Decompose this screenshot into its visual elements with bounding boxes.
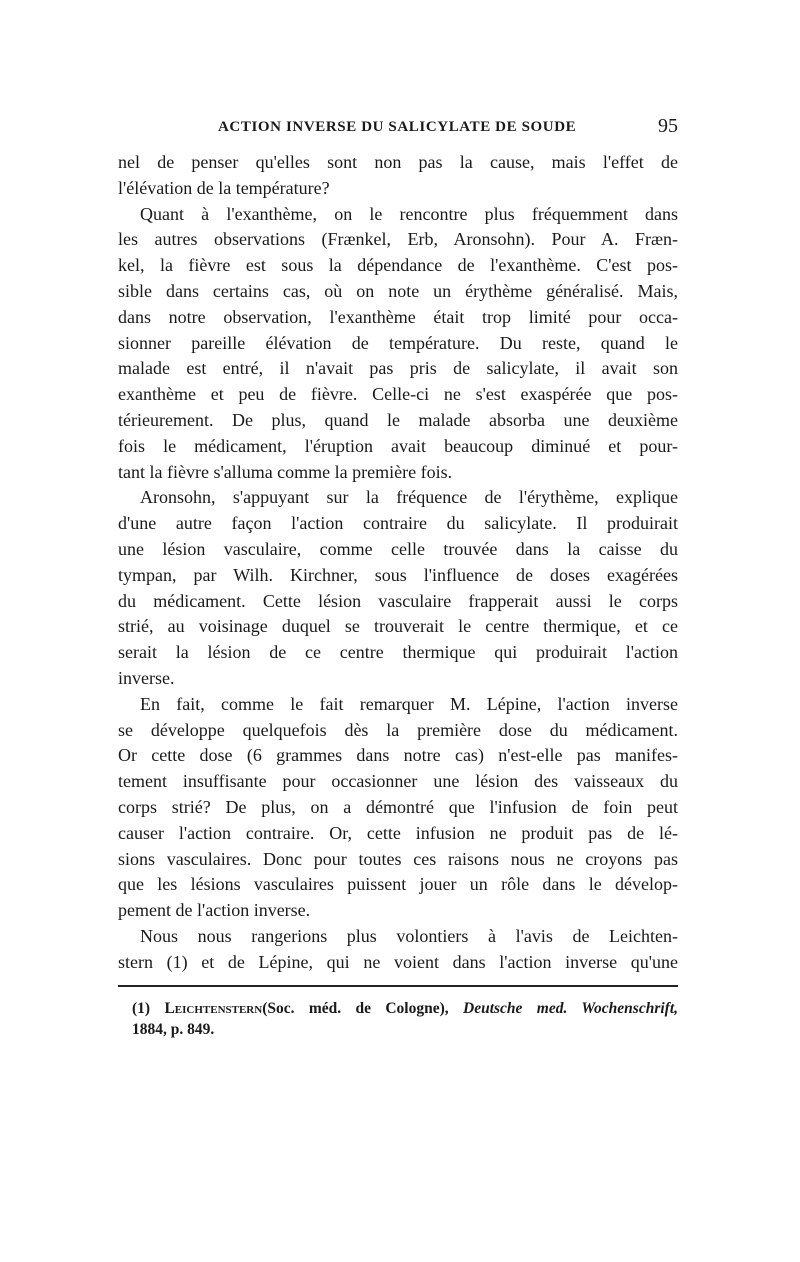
- text-line: du médicament. Cette lésion vasculaire frapperait aussi le corps: [118, 590, 678, 611]
- footnote-marker: (1): [132, 1000, 151, 1017]
- page-number: 95: [658, 115, 678, 137]
- text-line: stern (1) et de Lépine, qui ne voient dans l'action inverse qu'une: [118, 951, 678, 972]
- text-line: Quant à l'exanthème, on le rencontre plus fréquemment dans: [140, 203, 678, 224]
- text-line: une lésion vasculaire, comme celle trouvée dans la caisse du: [118, 538, 678, 559]
- text-line: pement de l'action inverse.: [118, 900, 311, 921]
- text-line: sions vasculaires. Donc pour toutes ces raisons nous ne croyons pas: [118, 848, 678, 869]
- text-line: tement insuffisante pour occasionner une lésion des vaisseaux du: [118, 771, 678, 792]
- text-line: se développe quelquefois dès la première dose du médicament.: [118, 719, 678, 740]
- text-line: Or cette dose (6 grammes dans notre cas) n'est-elle pas manifes-: [118, 745, 678, 766]
- text-line: fois le médicament, l'éruption avait beaucoup diminué et pour-: [118, 435, 678, 456]
- footnote-rule: [118, 985, 678, 987]
- text-line: causer l'action contraire. Or, cette infusion ne produit pas de lé-: [118, 822, 678, 843]
- text-line: malade est entré, il n'avait pas pris de salicylate, il avait son: [118, 358, 678, 379]
- text-line: kel, la fièvre est sous la dépendance de l'exanthème. C'est pos-: [118, 255, 678, 276]
- text-line: térieurement. De plus, quand le malade absorba une deuxième: [118, 409, 678, 430]
- text-line: que les lésions vasculaires puissent jouer un rôle dans le dévelop-: [118, 874, 678, 895]
- text-line: les autres observations (Frænkel, Erb, Aronsohn). Pour A. Fræn-: [118, 229, 678, 250]
- body-text: [118, 150, 678, 976]
- text-line: dans notre observation, l'exanthème était trop limité pour occa-: [118, 306, 678, 327]
- text-line: inverse.: [118, 667, 175, 688]
- text-line: nel de penser qu'elles sont non pas la cause, mais l'effet de: [118, 152, 678, 172]
- text-line: corps strié? De plus, on a démontré que l'infusion de foin peut: [118, 796, 678, 817]
- text-line: strié, au voisinage duquel se trouverait le centre thermique, et ce: [118, 616, 678, 637]
- text-line: tant la fièvre s'alluma comme la première fois.: [118, 461, 453, 482]
- footnote: [132, 998, 678, 1040]
- text-line: Nous nous rangerions plus volontiers à l'avis de Leichten-: [140, 925, 678, 946]
- text-line: En fait, comme le fait remarquer M. Lépine, l'action inverse: [140, 693, 678, 714]
- running-title: ACTION INVERSE DU SALICYLATE DE SOUDE: [218, 119, 577, 135]
- footnote-author: Leichtenstern: [164, 1000, 263, 1017]
- text-line: sible dans certains cas, où on note un érythème généralisé. Mais,: [118, 280, 678, 301]
- text-line: sionner pareille élévation de température. Du reste, quand le: [118, 332, 678, 353]
- text-line: tympan, par Wilh. Kirchner, sous l'influence de doses exagérées: [118, 564, 678, 585]
- footnote-line: [132, 998, 678, 1019]
- text-line: d'une autre façon l'action contraire du salicylate. Il produirait: [118, 513, 678, 534]
- text-line: Aronsohn, s'appuyant sur la fréquence de l'érythème, explique: [140, 487, 678, 508]
- running-head: [118, 115, 678, 145]
- footnote-source: (Soc. méd. de Cologne),: [262, 1000, 449, 1017]
- footnote-citation: 1884, p. 849.: [132, 1021, 215, 1038]
- text-line: exanthème et peu de fièvre. Celle-ci ne s'est exaspérée que pos-: [118, 384, 678, 405]
- text-line: serait la lésion de ce centre thermique qui produirait l'action: [118, 642, 678, 663]
- text-line: l'élévation de la température?: [118, 177, 330, 198]
- footnote-journal: Deutsche med. Wochenschrift,: [463, 1000, 678, 1017]
